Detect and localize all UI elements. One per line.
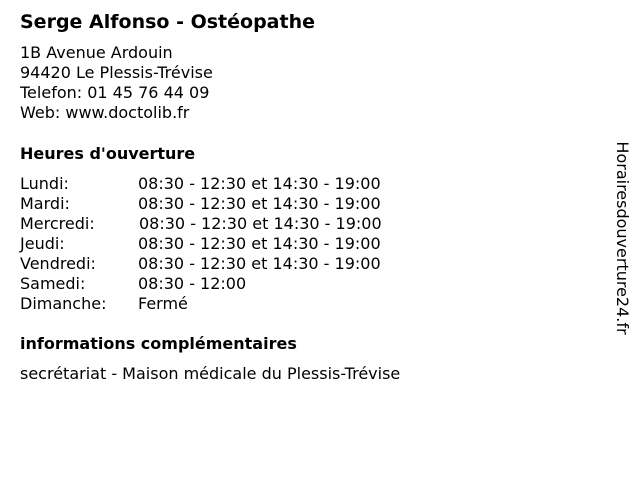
hours-row-tuesday (20, 194, 382, 214)
street-address: 1B Avenue Ardouin (20, 43, 173, 62)
watermark-text: Horairesdouverture24.fr (613, 141, 632, 335)
additional-info-text: secrétariat - Maison médicale du Plessis-Trévise (20, 364, 401, 383)
hours-row-sunday (20, 294, 382, 314)
time-range: 08:30 - 12:30 et 14:30 - 19:00 (138, 174, 381, 193)
hours-row-wednesday (20, 214, 382, 234)
page-title: Serge Alfonso - Ostéopathe (20, 11, 315, 33)
phone-number: Telefon: 01 45 76 44 09 (20, 83, 210, 102)
time-range: 08:30 - 12:30 et 14:30 - 19:00 (139, 214, 382, 233)
time-range: 08:30 - 12:30 et 14:30 - 19:00 (138, 234, 381, 253)
day-label: Mardi: (20, 194, 70, 213)
hours-row-saturday (20, 274, 382, 294)
hours-row-thursday (20, 234, 382, 254)
website: Web: www.doctolib.fr (20, 103, 190, 122)
day-label: Samedi: (20, 274, 86, 293)
time-range: 08:30 - 12:30 et 14:30 - 19:00 (138, 194, 381, 213)
hours-row-monday (20, 174, 382, 194)
time-range: 08:30 - 12:30 et 14:30 - 19:00 (138, 254, 381, 273)
day-label: Dimanche: (20, 294, 107, 313)
address-block (20, 43, 213, 123)
day-label: Lundi: (20, 174, 69, 193)
day-label: Mercredi: (20, 214, 95, 233)
additional-info-heading: informations complémentaires (20, 334, 297, 353)
opening-hours-heading: Heures d'ouverture (20, 144, 196, 163)
day-label: Jeudi: (20, 234, 65, 253)
opening-hours-table (20, 174, 382, 314)
city-address: 94420 Le Plessis-Trévise (20, 63, 213, 82)
time-range: 08:30 - 12:00 (138, 274, 247, 293)
time-range: Fermé (138, 294, 188, 313)
hours-row-friday (20, 254, 382, 274)
day-label: Vendredi: (20, 254, 96, 273)
